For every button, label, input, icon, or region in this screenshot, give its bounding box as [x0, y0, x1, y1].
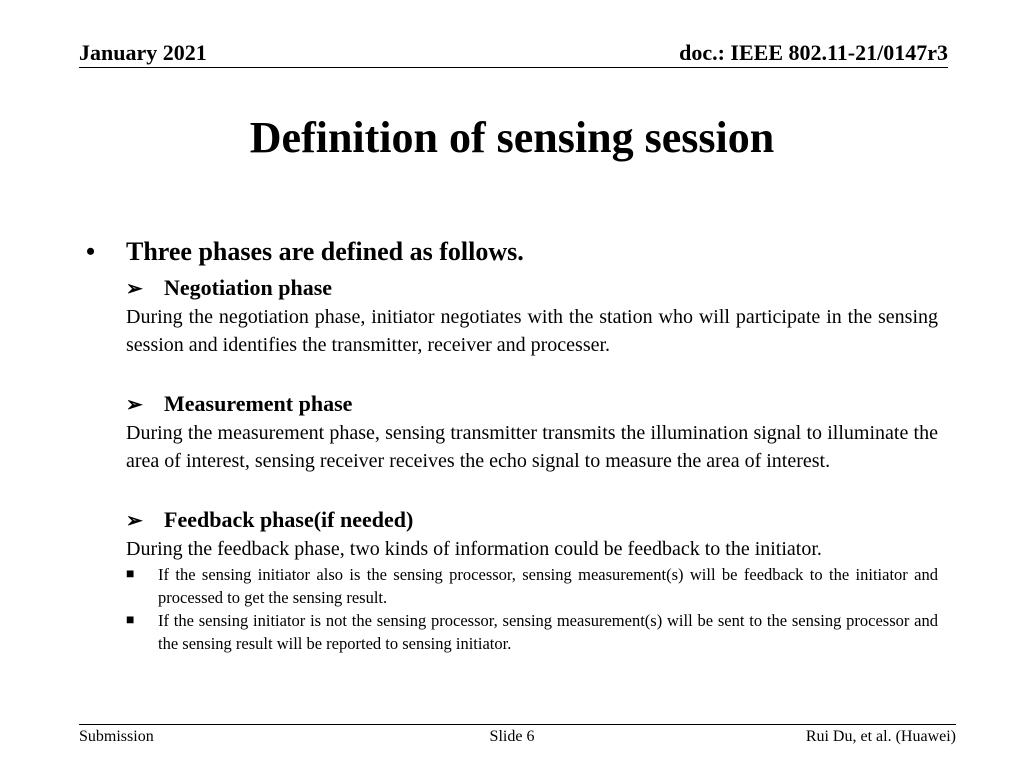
square-bullet-icon: ■	[126, 567, 135, 582]
list-item-text: If the sensing initiator is not the sensing processor, sensing measurement(s) will be sent to the sensing processor and the sensing result will be reported to sensing initiator.	[158, 611, 938, 653]
header-date: January 2021	[79, 40, 207, 65]
footer-slide-number: Slide 6	[489, 728, 535, 745]
header-rule	[79, 67, 948, 68]
arrow-bullet-icon: ➢	[126, 394, 143, 416]
intro-bullet	[86, 237, 938, 267]
slide-title: Definition of sensing session	[249, 113, 775, 162]
phase-measurement	[126, 391, 938, 475]
list-item-text: If the sensing initiator also is the sensing processor, sensing measurement(s) will be feedback to the initiator and processed to get the sensing result.	[158, 565, 938, 607]
intro-text: Three phases are defined as follows.	[126, 237, 524, 266]
phase-title: Negotiation phase	[164, 275, 333, 300]
footer-authors: Rui Du, et al. (Huawei)	[805, 728, 956, 745]
list-item	[126, 609, 938, 655]
bullet-dot-icon: •	[86, 237, 96, 266]
arrow-bullet-icon: ➢	[126, 278, 143, 300]
phase-description: During the negotiation phase, initiator negotiates with the station who will participate in the sensing session and identifies the transmitter, receiver and processer.	[126, 306, 938, 356]
phase-title: Feedback phase(if needed)	[164, 507, 414, 532]
phase-heading	[126, 275, 938, 301]
header-doc-number: doc.: IEEE 802.11-21/0147r3	[679, 40, 948, 65]
phase-heading	[126, 391, 938, 417]
footer-rule	[79, 724, 956, 725]
footer-submission: Submission	[79, 728, 154, 745]
square-bullet-icon: ■	[126, 613, 135, 628]
arrow-bullet-icon: ➢	[126, 510, 143, 532]
list-item	[126, 563, 938, 609]
phase-heading	[126, 507, 938, 533]
slide-content	[86, 237, 938, 655]
phase-feedback	[126, 507, 938, 655]
phase-description: During the measurement phase, sensing transmitter transmits the illumination signal to illuminate the area of interest, sensing receiver receives the echo signal to measure the area of interest.	[126, 422, 938, 472]
phase-description: During the feedback phase, two kinds of information could be feedback to the initiator.	[126, 538, 822, 560]
phase-title: Measurement phase	[164, 391, 353, 416]
phase-negotiation	[126, 275, 938, 359]
